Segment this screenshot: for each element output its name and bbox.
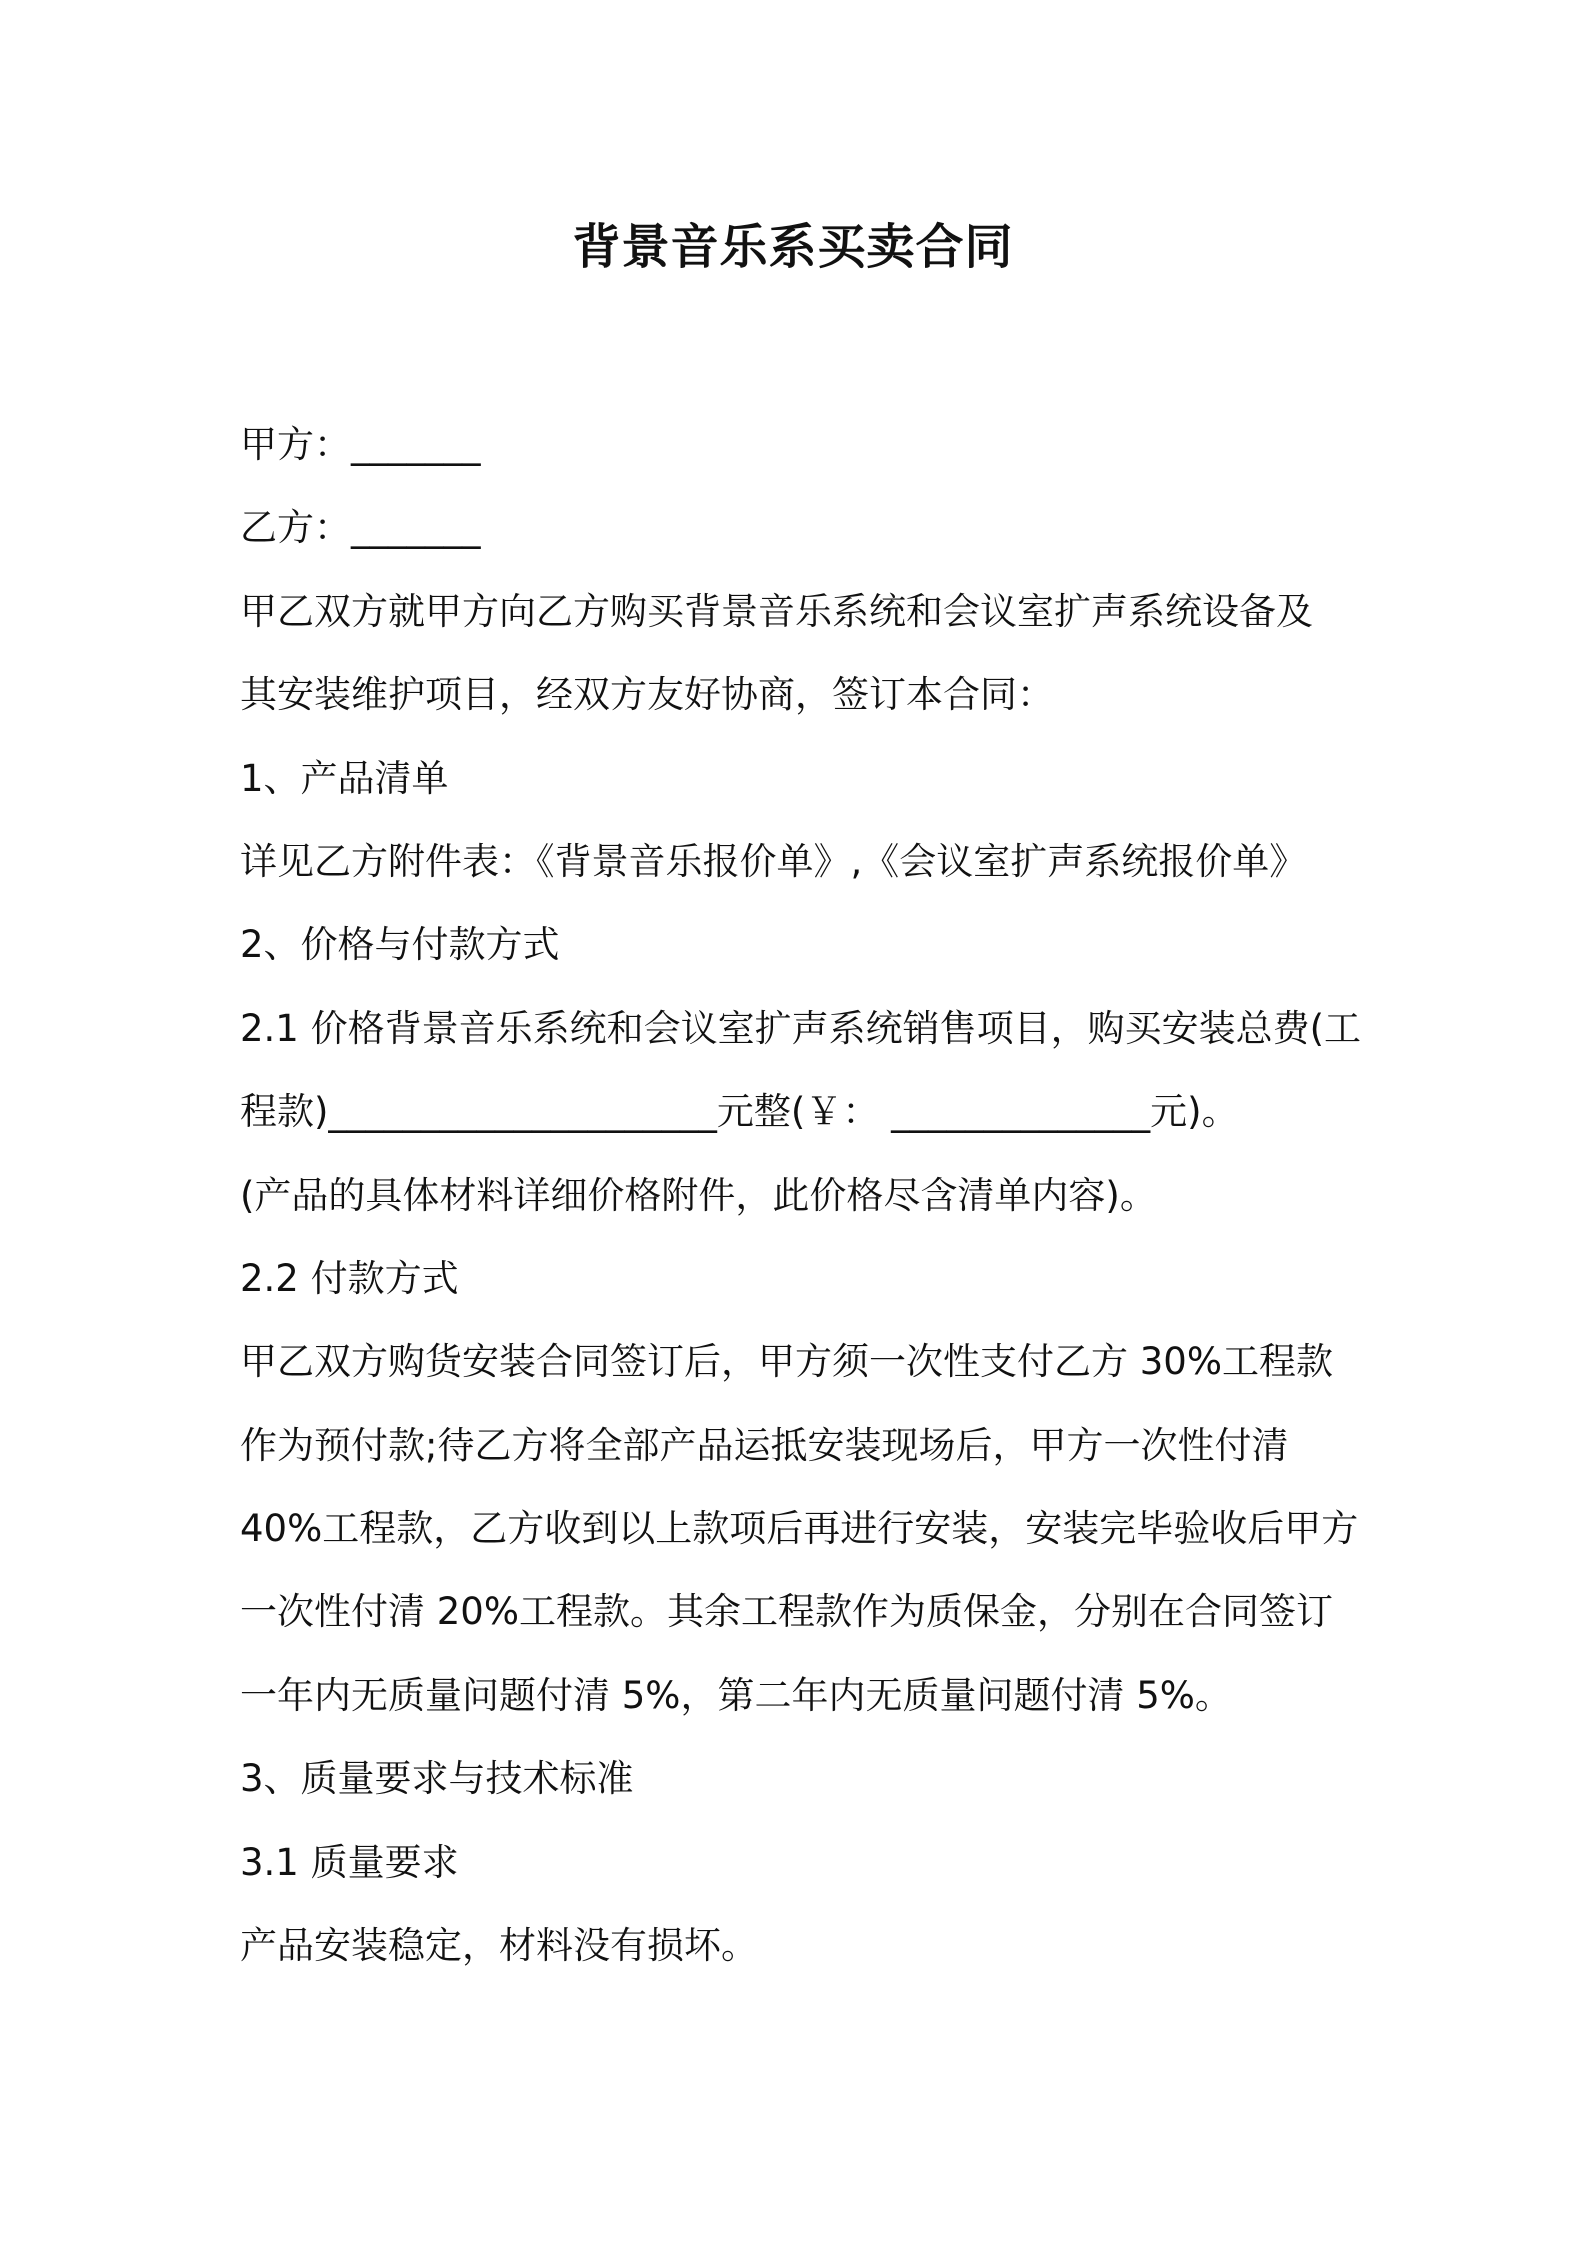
clause-3-1-heading: 3.1 质量要求 bbox=[240, 1840, 459, 1884]
payment-paragraph-line: 甲乙双方购货安装合同签订后，甲方须一次性支付乙方 30%工程款 bbox=[240, 1340, 1333, 1384]
clause-3-1-text: 产品安装稳定，材料没有损坏。 bbox=[240, 1924, 758, 1968]
clause-2-2-heading: 2.2 付款方式 bbox=[240, 1256, 459, 1300]
intro-paragraph-line: 甲乙双方就甲方向乙方购买背景音乐系统和会议室扩声系统设备及 bbox=[240, 589, 1313, 633]
section-3-heading: 3、质量要求与技术标准 bbox=[240, 1757, 634, 1801]
section-1-text: 详见乙方附件表：《背景音乐报价单》,《会议室扩声系统报价单》 bbox=[240, 839, 1307, 883]
document-body bbox=[240, 403, 1360, 1987]
clause-2-1-line: 程款)_____________________元整(￥： ______________元)。 bbox=[240, 1090, 1239, 1134]
clause-2-1-line: 2.1 价格背景音乐系统和会议室扩声系统销售项目，购买安装总费(工 bbox=[240, 1006, 1362, 1050]
payment-paragraph-line: 一年内无质量问题付清 5%，第二年内无质量问题付清 5%。 bbox=[240, 1673, 1232, 1717]
payment-paragraph-line: 一次性付清 20%工程款。其余工程款作为质保金，分别在合同签订 bbox=[240, 1590, 1333, 1634]
payment-paragraph-line: 40%工程款，乙方收到以上款项后再进行安装，安装完毕验收后甲方 bbox=[240, 1507, 1359, 1551]
section-2-heading: 2、价格与付款方式 bbox=[240, 923, 560, 967]
payment-paragraph-line: 作为预付款;待乙方将全部产品运抵安装现场后，甲方一次性付清 bbox=[240, 1423, 1289, 1467]
clause-2-1-note: (产品的具体材料详细价格附件，此价格尽含清单内容)。 bbox=[240, 1173, 1157, 1217]
party-a-line: 甲方：_______ bbox=[240, 423, 481, 466]
intro-paragraph-line: 其安装维护项目，经双方友好协商，签订本合同： bbox=[240, 673, 1054, 717]
section-1-heading: 1、产品清单 bbox=[240, 756, 449, 800]
party-b-line: 乙方：_______ bbox=[240, 506, 481, 550]
document-title: 背景音乐系买卖合同 bbox=[572, 219, 1014, 275]
